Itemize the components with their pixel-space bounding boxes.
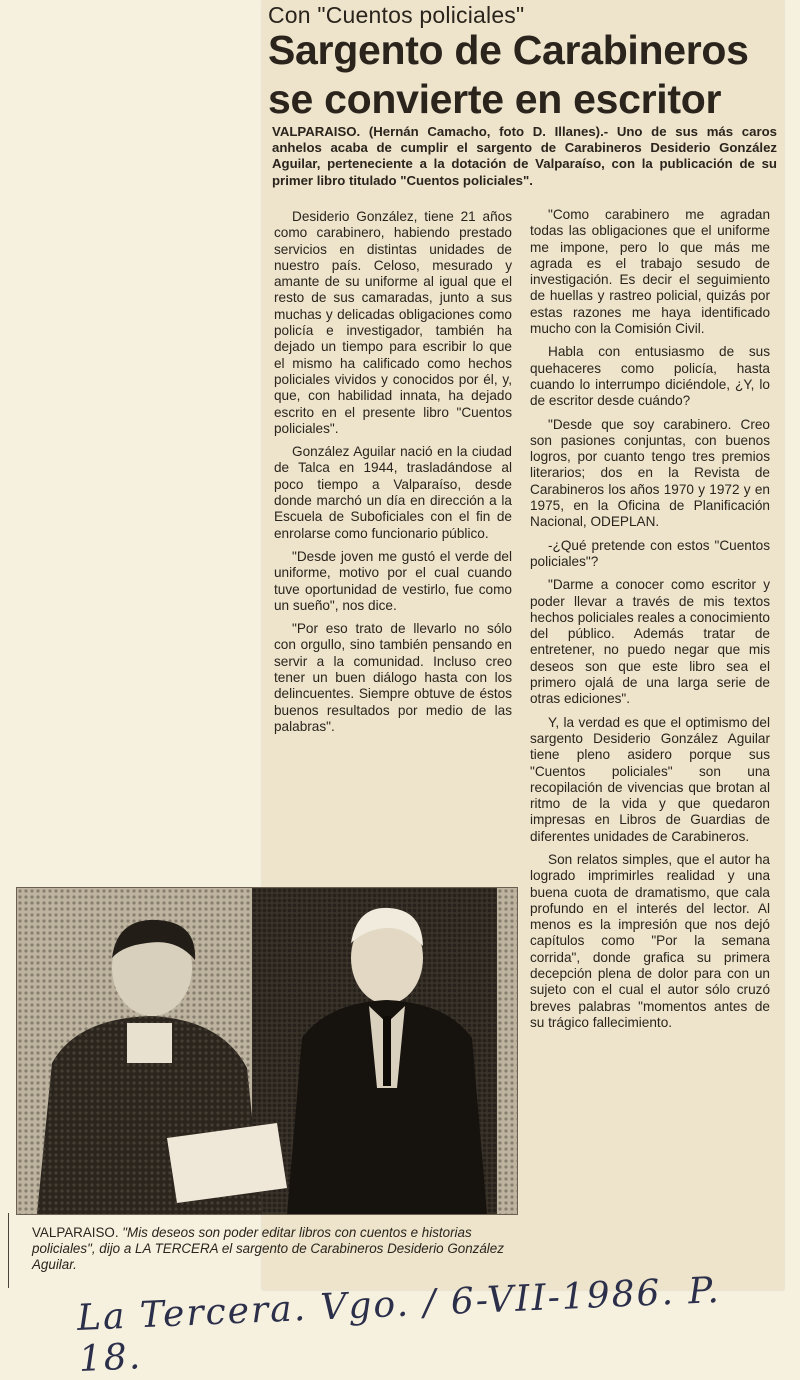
paragraph: "Por eso trato de llevarlo no sólo con orgullo, sino también pensando en servir a la comunidad. Incluso creo tener un buen diálogo hasta con los delincuentes. Siempre obtuve de éstos buenos resultados por medio de las palabras".	[274, 621, 512, 734]
paragraph: Desiderio González, tiene 21 años como carabinero, habiendo prestado servicios en distintas unidades de nuestro país. Celoso, mesurado y amante de su uniforme al igual que el resto de sus camaradas, junto a sus muchas y delicadas obligaciones como policía e investigador, también ha dejado un tiempo para escribir lo que el mismo ha calificado como hechos policiales vividos y conocidos por él, y, que, con habilidad innata, ha dejado escrito en el presente libro "Cuentos policiales".	[274, 209, 512, 436]
paragraph: "Como carabinero me agradan todas las obligaciones que el uniforme me impone, pero lo que más me agrada es el trabajo sesudo de investigación. Es decir el seguimiento de huellas y rastreo policial, quizás por estas razones me haya identificado mucho con la Comisión Civil.	[530, 207, 770, 337]
paragraph: "Desde joven me gustó el verde del uniforme, motivo por el cual cuando tuve oportunidad de vestirlo, fue como un sueño", nos dice.	[274, 548, 512, 613]
paragraph: Y, la verdad es que el optimismo del sargento Desiderio González Aguilar tiene pleno asidero porque sus "Cuentos policiales" son una recopilación de vivencias que brotan al ritmo de la vida y que quedaron impresas en Libros de Guardias de diferentes unidades de Carabineros.	[530, 714, 770, 844]
article-kicker: Con "Cuentos policiales"	[268, 2, 525, 28]
article-column-left	[274, 209, 512, 742]
paragraph: -¿Qué pretende con estos "Cuentos policiales"?	[530, 537, 770, 569]
paragraph: "Darme a conocer como escritor y poder llevar a través de mis textos hechos policiales reales a conocimiento del público. Además tratar de entretener, no puedo negar que mis deseos son que este libro sea el primero ojalá de una larga serie de otras ediciones".	[530, 577, 770, 707]
article-headline	[268, 26, 778, 124]
photo-frame-line	[8, 1213, 9, 1288]
caption-city: VALPARAISO.	[32, 1225, 119, 1240]
article-photo	[16, 887, 518, 1215]
handwritten-source-note: La Tercera. Vgo. / 6-VII-1986. P. 18.	[76, 1269, 722, 1380]
article-lead: VALPARAISO. (Hernán Camacho, foto D. Illanes).- Uno de sus más caros anhelos acaba de cumplir el sargento de Carabineros Desiderio González Aguilar, perteneciente a la dotación de Valparaíso, con la publicación de su primer libro titulado "Cuentos policiales".	[272, 124, 777, 188]
headline-text: Sargento de Carabineros se convierte en escritor	[268, 27, 749, 122]
paragraph: Habla con entusiasmo de sus quehaceres como policía, hasta cuando lo interrumpo diciéndole, ¿Y, lo de escritor desde cuándo?	[530, 344, 770, 409]
paragraph: Son relatos simples, que el autor ha logrado imprimirles realidad y una buena cuota de dramatismo, que cala profundo en el interés del lector. Al menos es la impresión que nos dejó capítulos como "Por la semana corrida", donde grafica su primera decepción plena de dolor para con un sujeto con el cual el autor sólo cruzó breves palabras "momentos antes de su trágico fallecimiento.	[530, 851, 770, 1030]
photo-caption	[32, 1225, 512, 1273]
paragraph: González Aguilar nació en la ciudad de Talca en 1944, trasladándose al poco tiempo a Valparaíso, desde donde marchó un día en dirección a la Escuela de Suboficiales con el fin de enrolarse como funcionario público.	[274, 444, 512, 541]
article-column-right	[530, 207, 770, 1038]
photo-illustration	[17, 888, 517, 1214]
caption-text: "Mis deseos son poder editar libros con cuentos e historias policiales", dijo a LA TERCERA el sargento de Carabineros Desiderio González Aguilar.	[32, 1225, 504, 1272]
paragraph: "Desde que soy carabinero. Creo son pasiones conjuntas, con buenos logros, por cuanto tengo tres premios literarios; dos en la Revista de Carabineros los años 1970 y 1972 y en 1975, en la Oficina de Planificación Nacional, ODEPLAN.	[530, 416, 770, 530]
